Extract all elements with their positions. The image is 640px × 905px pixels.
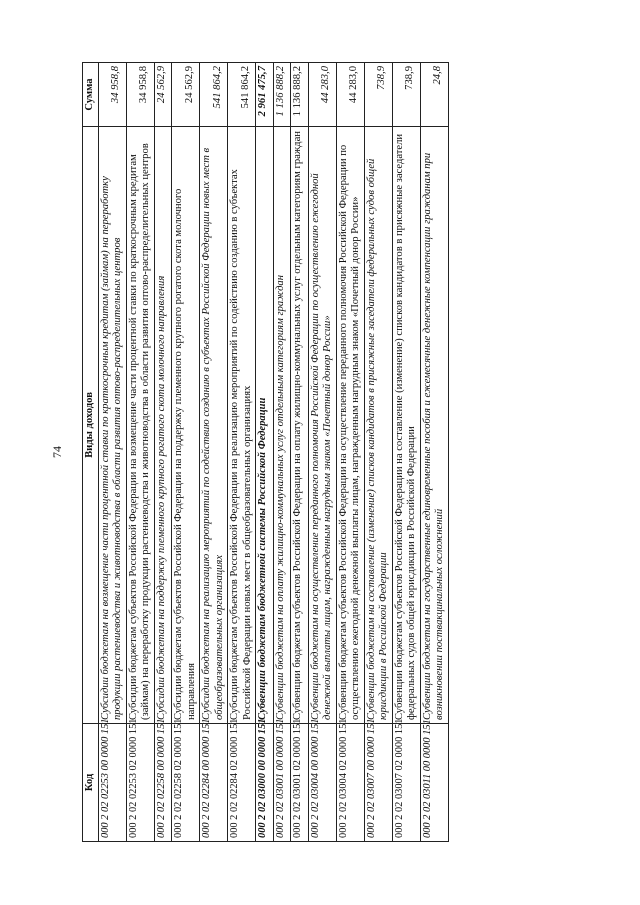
row-revenue-type: Субвенции бюджетам субъектов Российской Федерации на составление (изменение) списков кандидатов в присяжные заседатели федеральных судов общей юрисдикции в Российской Федерации (392, 127, 420, 724)
table-row (126, 63, 154, 842)
row-revenue-type: Субсидии бюджетам на поддержку племенного крупного рогатого скота молочного направления (154, 127, 172, 724)
row-amount: 541 864,2 (200, 63, 228, 127)
row-revenue-type: Субсидии бюджетам субъектов Российской Федерации на поддержку племенного крупного рогатого скота молочного направления (172, 127, 200, 724)
row-code: 000 2 02 03007 02 0000 151 (392, 724, 420, 842)
table-row (364, 63, 392, 842)
table-row (200, 63, 228, 842)
row-amount: 34 958,8 (126, 63, 154, 127)
row-amount: 1 136 888,2 (273, 63, 291, 127)
table-row (98, 63, 126, 842)
row-revenue-type: Субсидии бюджетам на возмещение части процентной ставки по краткосрочным кредитам (займам) на переработку продукции растениеводства и животноводства в области развития оптово-распределительных центров (98, 127, 126, 724)
row-amount: 24,8 (420, 63, 448, 127)
row-revenue-type: Субвенции бюджетам бюджетной системы Российской Федерации (256, 127, 274, 724)
row-amount: 1 136 888,2 (291, 63, 309, 127)
rotated-page-content (82, 62, 596, 842)
row-revenue-type: Субвенции бюджетам на осуществление переданного полномочия Российской Федерации по осуществлению ежегодной денежной выплаты лицам, награжденным нагрудным знаком «Почетный донор России» (308, 127, 336, 724)
header-revenue-type: Виды доходов (83, 127, 99, 724)
row-code: 000 2 02 02284 00 0000 151 (200, 724, 228, 842)
table-row (291, 63, 309, 842)
row-code: 000 2 02 03004 02 0000 151 (336, 724, 364, 842)
row-code: 000 2 02 03000 00 0000 151 (256, 724, 274, 842)
row-revenue-type: Субсидии бюджетам субъектов Российской Федерации на возмещение части процентной ставки по краткосрочным кредитам (займам) на переработку продукции растениеводства и животноводства в области развития оптово-распределительных центров (126, 127, 154, 724)
row-revenue-type: Субвенции бюджетам на государственные единовременные пособия и ежемесячные денежные компенсации гражданам при возникновении поствакцинальных осложнений (420, 127, 448, 724)
row-revenue-type: Субвенции бюджетам на оплату жилищно-коммунальных услуг отдельным категориям граждан (273, 127, 291, 724)
row-revenue-type: Субсидии бюджетам на реализацию мероприятий по содействию созданию в субъектах Российской Федерации новых мест в общеобразовательных организациях (200, 127, 228, 724)
row-amount: 44 283,0 (308, 63, 336, 127)
row-code: 000 2 02 03001 02 0000 151 (291, 724, 309, 842)
row-amount: 34 958,8 (98, 63, 126, 127)
table-row (273, 63, 291, 842)
row-revenue-type: Субвенции бюджетам субъектов Российской Федерации на осуществление переданного полномочия Российской Федерации по осуществлению ежегодной денежной выплаты лицам, награжденным нагрудным знаком «Почетный донор России» (336, 127, 364, 724)
table-row (336, 63, 364, 842)
table-row (308, 63, 336, 842)
row-code: 000 2 02 03011 00 0000 151 (420, 724, 448, 842)
row-revenue-type: Субвенции бюджетам на составление (изменение) списков кандидатов в присяжные заседатели федеральных судов общей юрисдикции в Российской Федерации (364, 127, 392, 724)
row-code: 000 2 02 02258 02 0000 151 (172, 724, 200, 842)
table-header-row (83, 63, 99, 842)
row-amount: 24 562,9 (154, 63, 172, 127)
row-amount: 738,9 (392, 63, 420, 127)
table-row (420, 63, 448, 842)
page-number: 74 (50, 446, 64, 458)
table-row (256, 63, 274, 842)
table-row (392, 63, 420, 842)
row-code: 000 2 02 03007 00 0000 151 (364, 724, 392, 842)
header-amount: Сумма (83, 63, 99, 127)
row-code: 000 2 02 02258 00 0000 151 (154, 724, 172, 842)
row-code: 000 2 02 02253 02 0000 151 (126, 724, 154, 842)
table-row (154, 63, 172, 842)
row-revenue-type: Субвенции бюджетам субъектов Российской Федерации на оплату жилищно-коммунальных услуг отдельным категориям граждан (291, 127, 309, 724)
row-amount: 24 562,9 (172, 63, 200, 127)
row-amount: 738,9 (364, 63, 392, 127)
row-amount: 2 961 475,7 (256, 63, 274, 127)
row-code: 000 2 02 02253 00 0000 151 (98, 724, 126, 842)
table-row (172, 63, 200, 842)
row-amount: 541 864,2 (228, 63, 256, 127)
row-code: 000 2 02 03001 00 0000 151 (273, 724, 291, 842)
revenue-table (82, 62, 449, 842)
row-amount: 44 283,0 (336, 63, 364, 127)
row-code: 000 2 02 03004 00 0000 151 (308, 724, 336, 842)
table-row (228, 63, 256, 842)
table-body (98, 63, 448, 842)
row-code: 000 2 02 02284 02 0000 151 (228, 724, 256, 842)
row-revenue-type: Субсидии бюджетам субъектов Российской Федерации на реализацию мероприятий по содействию созданию в субъектах Российской Федерации новых мест в общеобразовательных организациях (228, 127, 256, 724)
header-code: Код (83, 724, 99, 842)
